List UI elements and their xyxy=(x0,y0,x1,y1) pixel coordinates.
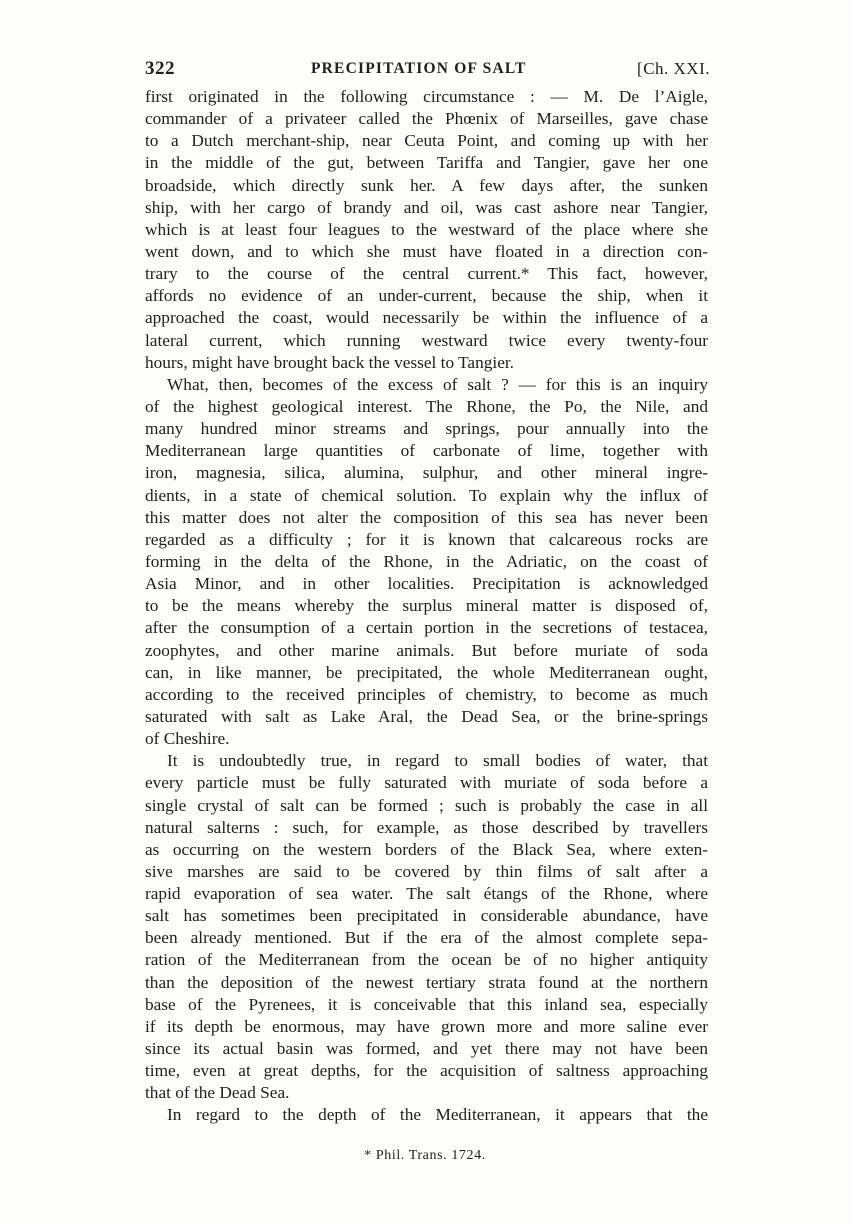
text-line: time, even at great depths, for the acquisition of saltness approaching xyxy=(145,1061,708,1081)
text-line: to be the means whereby the surplus mineral matter is disposed of, xyxy=(145,596,708,616)
text-line: saturated with salt as Lake Aral, the Dead Sea, or the brine-springs xyxy=(145,706,708,726)
text-line: zoophytes, and other marine animals. But before muriate of soda xyxy=(145,640,708,660)
text-line: lateral current, which running westward twice every twenty-four xyxy=(145,330,708,350)
text-line: since its actual basin was formed, and yet there may not have been xyxy=(145,1039,708,1059)
text-line: of Cheshire. xyxy=(145,729,230,749)
text-line: than the deposition of the newest tertiary strata found at the northern xyxy=(145,972,708,992)
text-line: dients, in a state of chemical solution. To explain why the influx of xyxy=(145,485,708,505)
text-line: been already mentioned. But if the era of the almost complete sepa- xyxy=(145,928,708,948)
text-line: broadside, which directly sunk her. A few days after, the sunken xyxy=(145,175,708,195)
text-line: affords no evidence of an under-current, because the ship, when it xyxy=(145,286,708,306)
running-head xyxy=(145,56,710,82)
paragraph xyxy=(145,86,708,374)
paragraph xyxy=(145,374,708,750)
text-line: which is at least four leagues to the westward of the place where she xyxy=(145,219,708,239)
text-line: went down, and to which she must have floated in a direction con- xyxy=(145,241,708,261)
text-line: single crystal of salt can be formed ; such is probably the case in all xyxy=(145,795,708,815)
text-line: natural salterns : such, for example, as those described by travellers xyxy=(145,817,708,837)
text-line: of the highest geological interest. The Rhone, the Po, the Nile, and xyxy=(145,396,708,416)
text-line: hours, might have brought back the vessel to Tangier. xyxy=(145,352,514,372)
text-line: as occurring on the western borders of the Black Sea, where exten- xyxy=(145,839,708,859)
chapter-reference: [Ch. XXI. xyxy=(637,59,710,78)
running-title: PRECIPITATION OF SALT xyxy=(311,60,527,77)
text-line: sive marshes are said to be covered by thin films of salt after a xyxy=(145,861,708,881)
text-line: base of the Pyrenees, it is conceivable that this inland sea, especially xyxy=(145,994,708,1014)
text-line: many hundred minor streams and springs, pour annually into the xyxy=(145,419,708,439)
text-line: after the consumption of a certain portion in the secretions of testacea, xyxy=(145,618,708,638)
text-line: It is undoubtedly true, in regard to small bodies of water, that xyxy=(167,751,708,771)
paragraph xyxy=(145,1104,708,1126)
text-line: rapid evaporation of sea water. The salt étangs of the Rhone, where xyxy=(145,884,708,904)
text-line: to a Dutch merchant-ship, near Ceuta Point, and coming up with her xyxy=(145,131,708,151)
text-line: In regard to the depth of the Mediterranean, it appears that the xyxy=(167,1105,708,1125)
text-line: can, in like manner, be precipitated, the whole Mediterranean ought, xyxy=(145,662,708,682)
footnote: * Phil. Trans. 1724. xyxy=(364,1148,486,1163)
body-text xyxy=(145,86,708,1127)
paragraph xyxy=(145,750,708,1104)
text-line: ship, with her cargo of brandy and oil, was cast ashore near Tangier, xyxy=(145,197,708,217)
text-line: Mediterranean large quantities of carbonate of lime, together with xyxy=(145,441,708,461)
text-line: according to the received principles of chemistry, to become as much xyxy=(145,684,708,704)
text-line: forming in the delta of the Rhone, in the Adriatic, on the coast of xyxy=(145,551,708,571)
text-line: What, then, becomes of the excess of salt ? — for this is an inquiry xyxy=(167,374,708,394)
text-line: if its depth be enormous, may have grown more and more saline ever xyxy=(145,1016,708,1036)
text-line: trary to the course of the central current.* This fact, however, xyxy=(145,264,708,284)
text-line: regarded as a difficulty ; for it is known that calcareous rocks are xyxy=(145,529,708,549)
text-line: approached the coast, would necessarily be within the influence of a xyxy=(145,308,708,328)
text-line: iron, magnesia, silica, alumina, sulphur, and other mineral ingre- xyxy=(145,463,708,483)
text-line: that of the Dead Sea. xyxy=(145,1083,290,1103)
text-line: commander of a privateer called the Phœnix of Marseilles, gave chase xyxy=(145,109,708,129)
text-line: first originated in the following circumstance : — M. De l’Aigle, xyxy=(145,87,708,106)
text-line: salt has sometimes been precipitated in considerable abundance, have xyxy=(145,906,708,926)
text-line: in the middle of the gut, between Tariffa and Tangier, gave her one xyxy=(145,153,708,173)
text-line: every particle must be fully saturated with muriate of soda before a xyxy=(145,773,708,793)
text-line: this matter does not alter the composition of this sea has never been xyxy=(145,507,708,527)
text-line: ration of the Mediterranean from the ocean be of no higher antiquity xyxy=(145,950,708,970)
page-number: 322 xyxy=(145,58,175,79)
text-line: Asia Minor, and in other localities. Precipitation is acknowledged xyxy=(145,574,708,594)
